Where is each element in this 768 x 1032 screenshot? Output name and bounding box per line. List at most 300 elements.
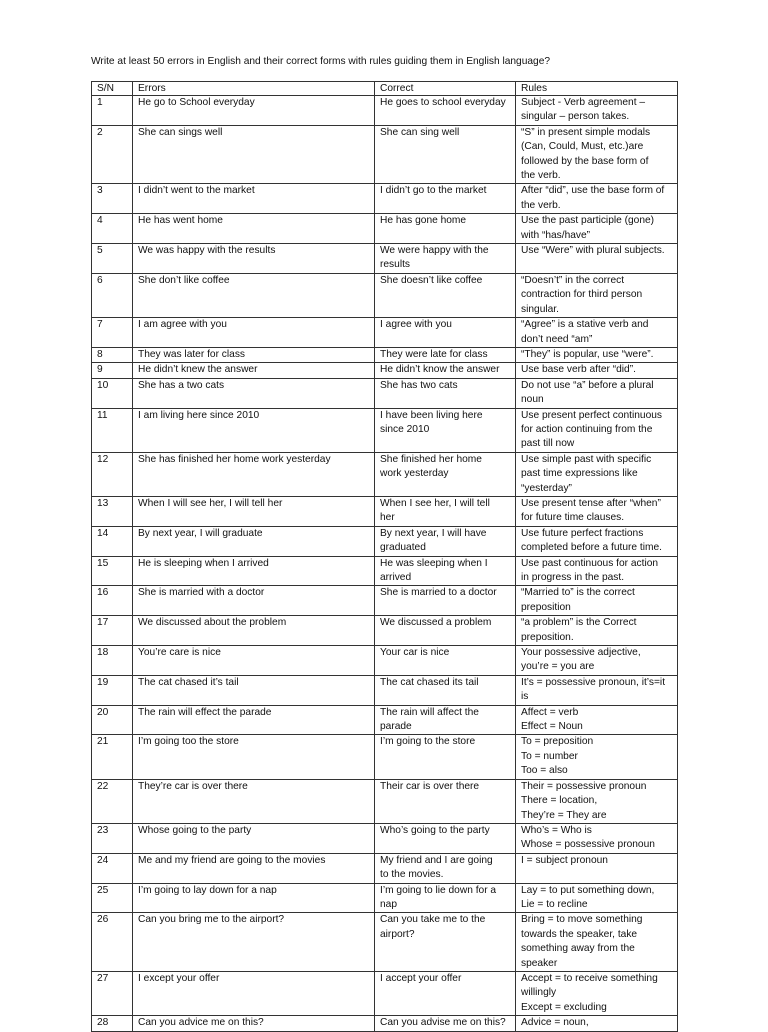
cell-rule-line: Use present tense after “when” [521,497,661,509]
cell-error [133,586,375,616]
cell-correct [375,184,516,214]
cell-error-line: They was later for class [138,348,246,360]
cell-sn-line: 11 [97,409,108,421]
cell-rule-line: for action continuing from the [521,423,653,435]
cell-sn-line: 25 [97,884,109,896]
cell-sn-line: 4 [97,215,103,227]
cell-error-line: Whose going to the party [138,824,252,836]
cell-rule-line: with “has/have” [521,229,591,241]
cell-sn [92,913,133,972]
cell-correct-line: arrived [380,572,412,583]
cell-rule-line: Advice = noun, [521,1017,589,1029]
table-row [92,971,678,1015]
cell-rule-line: Do not use “a” before a plural [521,379,654,391]
cell-error-line: The rain will effect the parade [138,706,272,718]
cell-rule [516,705,678,735]
cell-rule-line: past till now [521,438,575,450]
header-rules: Rules [516,82,678,96]
cell-rule-line: followed by the base form of [521,155,649,167]
cell-correct [375,244,516,274]
cell-error [133,184,375,214]
cell-rule-line: preposition [521,601,571,613]
cell-error [133,347,375,362]
cell-error [133,125,375,184]
cell-correct-line: She is married to a doctor [380,587,497,599]
table-row [92,853,678,883]
cell-correct [375,556,516,586]
cell-rule-line: is [521,691,529,703]
cell-rule-line: “S” in present simple modals [521,126,651,138]
cell-rule-line: Use present perfect continuous [521,409,663,421]
cell-correct [375,586,516,616]
cell-sn [92,244,133,274]
cell-sn-line: 27 [97,972,109,984]
cell-correct-line: We were happy with the [380,245,489,257]
table-row [92,452,678,496]
cell-error-line: I am agree with you [138,319,227,331]
table-row [92,823,678,853]
cell-rule-line: don’t need “am” [521,333,593,345]
cell-correct [375,646,516,676]
cell-error-line: They’re car is over there [138,780,248,792]
table-body [92,96,678,1032]
cell-correct-line: He didn’t know the answer [380,364,500,376]
cell-sn-line: 21 [97,736,109,748]
cell-correct-line: parade [380,721,412,733]
table-row [92,214,678,244]
table-row [92,586,678,616]
cell-error-line: The cat chased it’s tail [138,676,239,688]
table-row [92,556,678,586]
cell-error-line: I except your offer [138,972,220,984]
cell-error-line: He didn’t knew the answer [138,364,258,376]
cell-rule [516,971,678,1015]
cell-correct-line: I accept your offer [380,972,462,984]
cell-sn [92,273,133,317]
cell-error [133,363,375,378]
cell-correct-line: He has gone home [380,215,467,227]
cell-sn-line: 5 [97,245,103,257]
cell-rule [516,125,678,184]
cell-correct [375,408,516,452]
cell-rule-line: towards the speaker, take [521,928,638,940]
cell-sn [92,616,133,646]
cell-rule-line: you’re = you are [521,661,595,673]
cell-error-line: When I will see her, I will tell her [138,497,283,509]
cell-correct [375,779,516,823]
table-row [92,646,678,676]
cell-correct-line: I didn’t go to the market [380,185,487,197]
cell-sn [92,214,133,244]
cell-error [133,318,375,348]
cell-correct-line: He was sleeping when I [380,557,488,569]
cell-error-line: She has finished her home work yesterday [138,453,331,465]
cell-correct [375,883,516,913]
cell-sn-line: 19 [97,676,109,688]
cell-rule-line: contraction for third person [521,289,643,301]
cell-rule [516,586,678,616]
cell-correct-line: When I see her, I will tell [380,497,490,509]
cell-rule [516,244,678,274]
cell-error [133,913,375,972]
cell-error [133,616,375,646]
table-row [92,675,678,705]
table-row [92,363,678,378]
cell-sn-line: 7 [97,319,103,331]
cell-rule-line: Use base verb after “did”. [521,364,636,376]
cell-correct-line: By next year, I will have [380,527,487,539]
cell-rule-line: Lie = to recline [521,898,588,910]
cell-correct-line: He goes to school everyday [380,97,506,108]
cell-sn-line: 9 [97,364,103,376]
cell-rule-line: Use future perfect fractions [521,527,644,539]
cell-error-line: He is sleeping when I arrived [138,557,269,569]
cell-error [133,853,375,883]
cell-error-line: You’re care is nice [138,647,221,659]
cell-correct [375,347,516,362]
cell-rule [516,853,678,883]
cell-rule-line: Except = excluding [521,1001,607,1013]
cell-correct [375,735,516,779]
cell-correct [375,823,516,853]
cell-sn-line: 22 [97,780,109,792]
table-row [92,1016,678,1031]
cell-correct-line: My friend and I are going [380,854,493,866]
cell-rule-line: “yesterday” [521,482,572,494]
cell-correct [375,378,516,408]
cell-sn-line: 2 [97,126,103,138]
cell-error [133,273,375,317]
table-row [92,913,678,972]
cell-correct [375,125,516,184]
cell-error [133,526,375,556]
cell-rule-line: singular – person takes. [521,111,630,123]
cell-rule [516,408,678,452]
cell-rule [516,616,678,646]
cell-correct-line: work yesterday [380,468,449,480]
cell-rule-line: Your possessive adjective, [521,647,641,659]
cell-correct-line: nap [380,898,397,910]
table-row [92,526,678,556]
cell-correct-line: She doesn’t like coffee [380,274,483,286]
cell-correct-line: She has two cats [380,379,458,391]
cell-correct [375,214,516,244]
cell-correct-line: I have been living here [380,409,483,421]
cell-sn [92,735,133,779]
cell-rule-line: “Married to” is the correct [521,587,635,599]
cell-correct-line: airport? [380,928,415,940]
cell-sn [92,675,133,705]
cell-rule [516,823,678,853]
table-row [92,883,678,913]
cell-correct [375,318,516,348]
table-row [92,96,678,126]
cell-sn [92,496,133,526]
cell-sn-line: 16 [97,587,109,599]
cell-sn [92,125,133,184]
cell-correct-line: I’m going to the store [380,736,476,748]
cell-correct-line: graduated [380,542,426,554]
cell-error [133,675,375,705]
cell-sn-line: 10 [97,379,109,391]
cell-rule [516,214,678,244]
cell-error-line: She is married with a doctor [138,587,265,599]
cell-error [133,1016,375,1031]
cell-rule [516,675,678,705]
cell-rule-line: completed before a future time. [521,542,663,554]
cell-sn [92,883,133,913]
table-row [92,378,678,408]
cell-rule [516,735,678,779]
cell-sn [92,586,133,616]
cell-rule-line: Use past continuous for action [521,557,659,569]
cell-correct [375,526,516,556]
cell-rule [516,273,678,317]
cell-correct-line: Who’s going to the party [380,824,490,836]
cell-rule [516,452,678,496]
cell-error [133,214,375,244]
cell-rule-line: Lay = to put something down, [521,884,655,896]
cell-rule-line: It’s = possessive pronoun, it’s=it [521,676,666,688]
cell-sn [92,526,133,556]
cell-rule-line: for future time clauses. [521,512,625,524]
cell-correct-line: The cat chased its tail [380,676,479,688]
cell-rule [516,347,678,362]
cell-sn-line: 8 [97,348,103,360]
cell-rule-line: Their = possessive pronoun [521,780,647,792]
cell-rule-line: “Agree” is a stative verb and [521,319,649,331]
cell-sn [92,705,133,735]
cell-rule-line: There = location, [521,795,598,807]
cell-correct [375,616,516,646]
cell-error-line: I am living here since 2010 [138,409,260,421]
cell-rule-line: preposition. [521,631,574,643]
cell-correct [375,705,516,735]
cell-sn-line: 28 [97,1017,109,1029]
cell-error [133,496,375,526]
cell-sn-line: 17 [97,617,109,629]
cell-rule-line: Effect = Noun [521,721,583,733]
cell-error [133,408,375,452]
cell-rule [516,378,678,408]
cell-correct-line: Can you advise me on this? [380,1017,506,1029]
cell-sn-line: 12 [97,453,109,465]
cell-correct-line: Your car is nice [380,647,450,659]
cell-sn-line: 3 [97,185,103,197]
cell-rule-line: Bring = to move something [521,914,643,926]
cell-error-line: Me and my friend are going to the movies [138,854,326,866]
cell-sn-line: 15 [97,557,109,569]
header-sn: S/N [92,82,133,96]
table-row [92,735,678,779]
cell-correct [375,273,516,317]
cell-correct [375,913,516,972]
cell-sn [92,1016,133,1031]
cell-error [133,823,375,853]
cell-sn [92,971,133,1015]
cell-rule [516,779,678,823]
cell-correct-line: We discussed a problem [380,617,492,629]
cell-error-line: We was happy with the results [138,245,276,257]
cell-error-line: Can you bring me to the airport? [138,914,285,926]
cell-sn-line: 23 [97,824,109,836]
cell-error [133,971,375,1015]
cell-rule [516,96,678,126]
cell-rule [516,184,678,214]
cell-correct-line: She finished her home [380,453,482,465]
cell-sn-line: 6 [97,274,103,286]
cell-correct-line: She can sing well [380,126,460,138]
cell-correct-line: results [380,259,411,271]
cell-error-line: Can you advice me on this? [138,1017,264,1029]
table-row [92,244,678,274]
cell-error-line: I’m going to lay down for a nap [138,884,277,896]
cell-rule-line: Accept = to receive something [521,972,658,984]
cell-rule [516,526,678,556]
cell-rule-line: Subject - Verb agreement – [521,97,646,108]
document-title: Write at least 50 errors in English and their correct forms with rules guiding them in English language? [91,56,551,67]
cell-error-line: We discussed about the problem [138,617,287,629]
cell-rule-line: Affect = verb [521,706,579,718]
cell-correct [375,853,516,883]
cell-sn-line: 26 [97,914,109,926]
table-row [92,408,678,452]
cell-error-line: She don’t like coffee [138,274,230,286]
cell-error-line: I’m going too the store [138,736,239,748]
cell-correct-line: since 2010 [380,423,430,435]
cell-error [133,556,375,586]
cell-error [133,244,375,274]
cell-rule-line: “a problem” is the Correct [521,617,637,629]
cell-error-line: He go to School everyday [138,97,255,108]
cell-rule-line: To = preposition [521,736,594,748]
cell-sn [92,452,133,496]
cell-sn [92,823,133,853]
cell-correct [375,496,516,526]
table-row [92,184,678,214]
cell-sn-line: 14 [97,527,109,539]
table-row [92,705,678,735]
cell-error [133,378,375,408]
cell-error [133,779,375,823]
cell-correct-line: They were late for class [380,348,488,360]
cell-rule-line: singular. [521,303,559,315]
cell-rule-line: I = subject pronoun [521,854,608,866]
cell-sn-line: 24 [97,854,109,866]
cell-sn-line: 1 [97,97,103,108]
cell-rule [516,913,678,972]
cell-correct [375,1016,516,1031]
table-row [92,347,678,362]
table-row [92,616,678,646]
cell-sn [92,184,133,214]
cell-rule-line: “Doesn’t” in the correct [521,274,625,286]
cell-error-line: I didn’t went to the market [138,185,255,197]
cell-correct [375,971,516,1015]
cell-rule [516,496,678,526]
cell-rule-line: willingly [521,987,557,999]
cell-sn [92,779,133,823]
cell-rule-line: (Can, Could, Must, etc.)are [521,141,644,153]
cell-correct-line: to the movies. [380,869,444,881]
cell-correct [375,96,516,126]
cell-sn [92,318,133,348]
cell-rule-line: Use “Were” with plural subjects. [521,245,665,257]
cell-sn [92,408,133,452]
cell-rule-line: in progress in the past. [521,572,625,583]
cell-rule-line: To = number [521,750,578,762]
cell-error [133,452,375,496]
cell-rule-line: Too = also [521,765,568,777]
cell-rule [516,883,678,913]
cell-rule [516,646,678,676]
cell-sn-line: 13 [97,497,109,509]
cell-correct-line: The rain will affect the [380,706,479,718]
cell-error [133,883,375,913]
cell-sn [92,363,133,378]
cell-rule-line: After “did”, use the base form of [521,185,665,197]
cell-sn [92,96,133,126]
cell-correct-line: her [380,512,395,524]
cell-correct-line: Their car is over there [380,780,480,792]
cell-rule-line: something away from the [521,943,635,955]
table-row [92,273,678,317]
cell-sn-line: 18 [97,647,109,659]
cell-sn [92,556,133,586]
cell-correct-line: I agree with you [380,319,452,331]
cell-rule [516,363,678,378]
table-row [92,779,678,823]
header-correct: Correct [375,82,516,96]
cell-rule [516,318,678,348]
cell-rule-line: the verb. [521,199,561,211]
cell-sn [92,853,133,883]
cell-error-line: She has a two cats [138,379,225,391]
table-header-row [92,82,678,96]
header-errors: Errors [133,82,375,96]
cell-sn-line: 20 [97,706,109,718]
cell-rule-line: Whose = possessive pronoun [521,839,655,851]
table-row [92,318,678,348]
cell-rule-line: the verb. [521,170,561,182]
cell-correct [375,675,516,705]
cell-rule-line: Use the past participle (gone) [521,215,655,227]
cell-rule [516,1016,678,1031]
cell-error [133,705,375,735]
cell-rule-line: Use simple past with specific [521,453,652,465]
cell-rule-line: past time expressions like [521,468,638,480]
cell-rule-line: They’re = They are [521,809,607,821]
cell-sn [92,347,133,362]
cell-correct [375,452,516,496]
cell-error [133,646,375,676]
cell-error-line: She can sings well [138,126,223,138]
cell-error-line: By next year, I will graduate [138,527,263,539]
cell-rule-line: noun [521,394,544,406]
cell-error-line: He has went home [138,215,223,227]
cell-correct-line: I’m going to lie down for a [380,884,497,896]
cell-correct-line: Can you take me to the [380,914,486,926]
table-row [92,125,678,184]
errors-table [91,81,678,1032]
cell-error [133,735,375,779]
cell-rule-line: speaker [521,957,558,969]
cell-rule-line: Who’s = Who is [521,824,592,836]
cell-sn [92,646,133,676]
cell-rule [516,556,678,586]
table-row [92,496,678,526]
cell-sn [92,378,133,408]
